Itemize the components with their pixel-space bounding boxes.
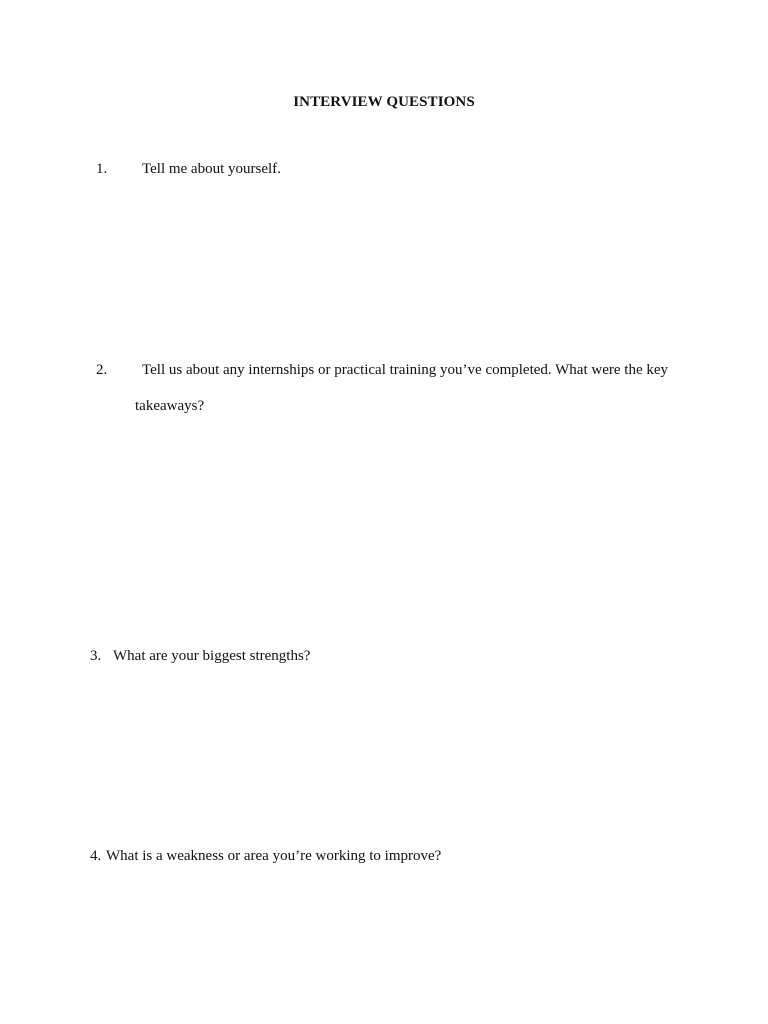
question-text: What are your biggest strengths? (113, 648, 311, 664)
question-number: 4. (90, 848, 102, 864)
question-number: 1. (96, 161, 108, 177)
question-text-continuation: takeaways? (135, 398, 205, 414)
question-text: Tell us about any internships or practical training you’ve completed. What were the key (142, 362, 669, 378)
question-text: Tell me about yourself. (142, 161, 281, 177)
question-number: 3. (90, 648, 102, 664)
page-title: INTERVIEW QUESTIONS (293, 94, 475, 110)
question-text: What is a weakness or area you’re working to improve? (106, 848, 442, 864)
question-number: 2. (96, 362, 108, 378)
